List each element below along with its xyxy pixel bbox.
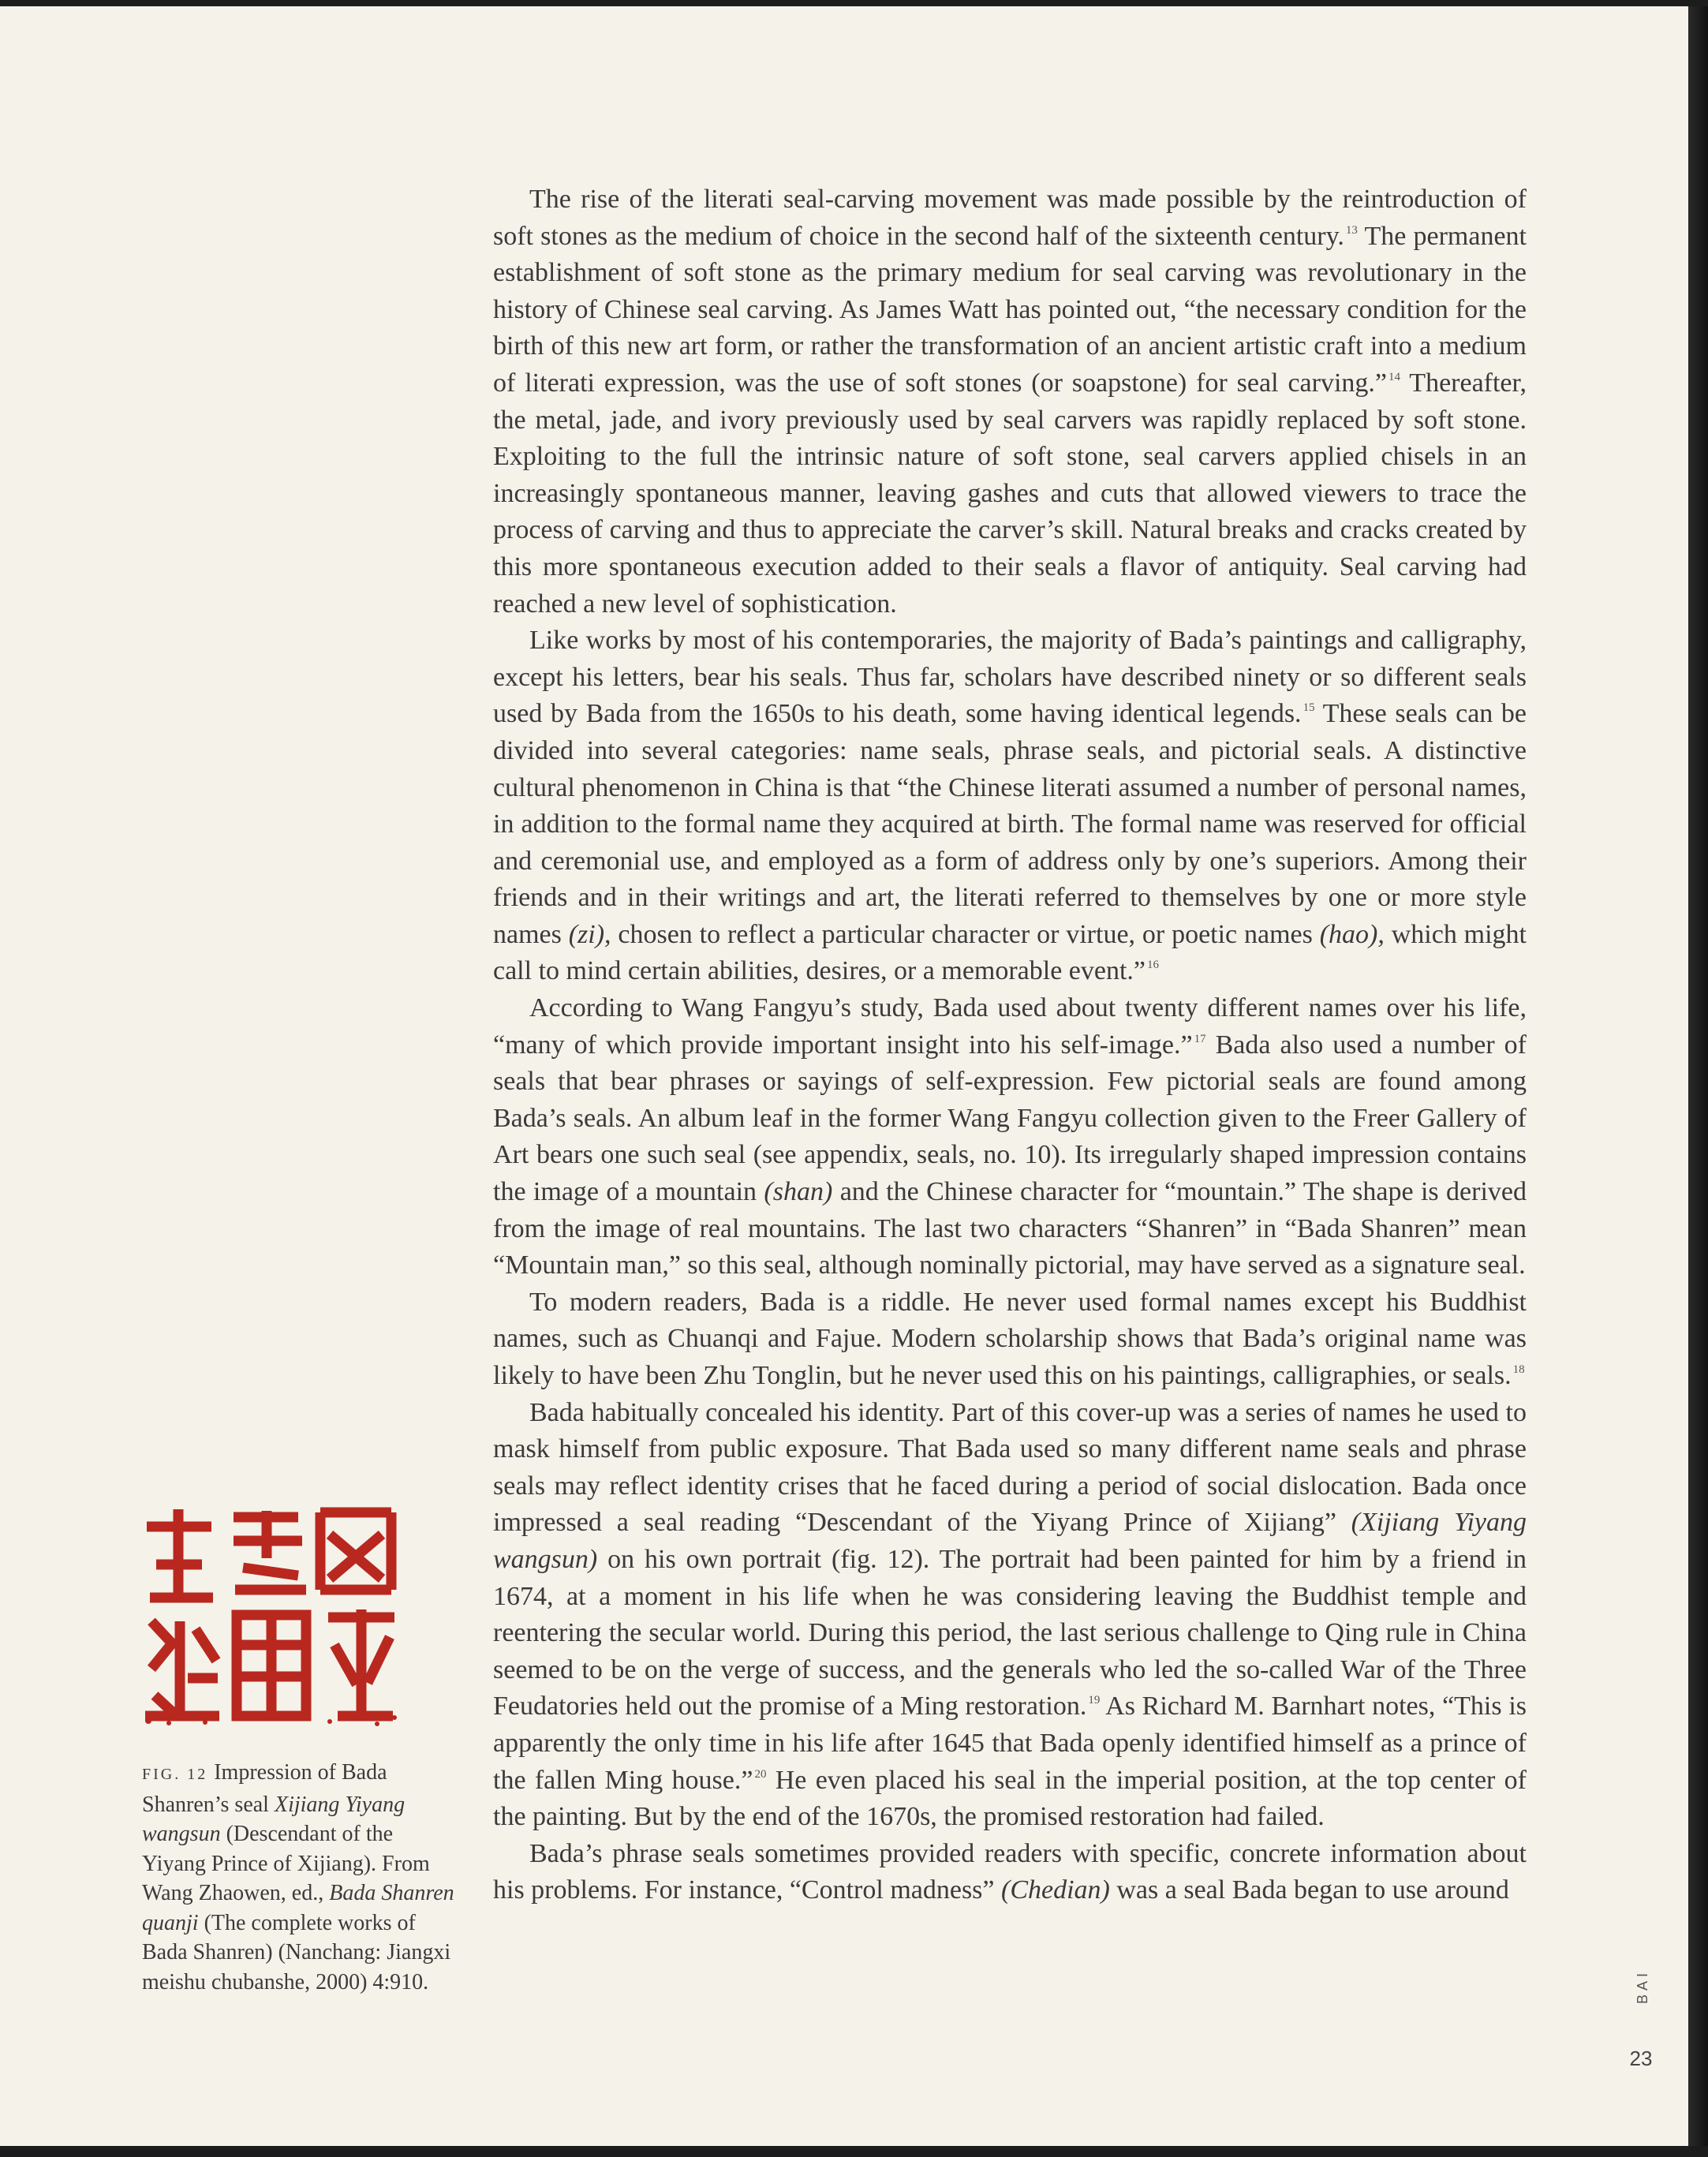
footnote-ref: 15 [1302,701,1315,715]
footnote-ref: 13 [1345,223,1358,237]
paragraph: The rise of the literati seal-carving movement was made possible by the reintroduction of soft stones as the medium of choice in the second half of the sixteenth century. $^{13}$ The permanent establishment of soft stone as the primary medium for seal carving was revolutionary in the history of Chinese seal carving. As James Watt has pointed out, “the necessary condition for the birth of this new art form, or rather the transformation of an ancient artistic craft into a medium of literati expression, was the use of soft stones (or soapstone) for seal carving.” $^{14}$ Thereafter, the metal, jade, and ivory previously used by seal carvers was rapidly replaced by soft stone. Exploiting to the full the intrinsic nature of soft stone, seal carvers applied chisels in an increasingly spontaneous manner, leaving gashes and cuts that allowed viewers to trace the process of carving and thus to appreciate the carver’s skill. Natural breaks and cracks created by this more spontaneous execution added to their seals a flavor of antiquity. Seal carving had reached a new level of sophistication. [493,185,1527,619]
footnote-ref: 20 [754,1767,767,1781]
main-text-column [493,181,1527,1909]
figure-label: FIG. 12 [142,1766,208,1783]
page-number: 23 [1629,2047,1653,2070]
paragraph: Bada habitually concealed his identity. Part of this cover-up was a series of names he used to mask himself from public exposure. That Bada used so many different name seals and phrase seals may reflect identity crises that he faced during a period of social dislocation. Bada once impressed a seal reading “Descendant of the Yiyang Prince of Xijiang” (Xijiang Yiyang wangsun) on his own portrait (fig. 12). The portrait had been painted for him by a friend in 1674, at a moment in his life when he was considering leaving the Buddhist temple and reentering the secular world. During this period, the last serious challenge to Qing rule in China seemed to be on the verge of success, and the generals who led the so-called War of the Three Feudatories held out the promise of a Ming restoration. $^{19}$ As Richard M. Barnhart notes, “This is apparently the only time in his life after 1645 that Bada openly identified himself as a prince of the fallen Ming house.” $^{20}$ He even placed his seal in the imperial position, at the top center of the painting. But by the end of the 1670s, the promised restoration had failed. [493,1397,1527,1832]
running-head: BAI [1635,1969,1650,2005]
paragraph: Bada’s phrase seals sometimes provided readers with specific, concrete information about his problems. For instance, “Control madness” (Chedian) was a seal Bada began to use around [493,1838,1527,1905]
paragraph: To modern readers, Bada is a riddle. He never used formal names except his Buddhist names, such as Chuanqi and Fajue. Modern scholarship shows that Bada’s original name was likely to have been Zhu Tonglin, but he never used this on his paintings, calligraphies, or seals. $^{18}$ [493,1287,1527,1390]
figure-caption: FIG. 12 Impression of Bada Shanren’s seal Xijiang Yiyang wangsun (Descendant of the Yiyang Prince of Xijiang). From Wang Zhaowen, ed., Bada Shanren quanji (The complete works of Bada Shanren) (Nanchang: Jiangxi meishu chubanshe, 2000) 4:910. [142,1760,454,1994]
footnote-ref: 19 [1088,1694,1101,1707]
footnote-ref: 14 [1388,370,1400,383]
footnote-ref: 16 [1147,959,1160,972]
paragraph: Like works by most of his contemporaries, the majority of Bada’s paintings and calligraphy, except his letters, bear his seals. Thus far, scholars have described ninety or so different seals used by Bada from the 1650s to his death, some having identical legends. $^{15}$ These seals can be divided into several categories: name seals, phrase seals, and pictorial seals. A distinctive cultural phenomenon in China is that “the Chinese literati assumed a number of personal names, in addition to the formal name they acquired at birth. The formal name was reserved for official and ceremonial use, and employed as a form of address only by one’s superiors. Among their friends and in their writings and art, the literati referred to themselves by one or more style names (zi), chosen to reflect a particular character or virtue, or poetic names (hao), which might call to mind certain abilities, desires, or a memorable event.” $^{16}$ [493,626,1527,986]
footnote-ref: 17 [1194,1032,1206,1045]
seal-impression-image [140,1503,401,1728]
footnote-ref: 18 [1512,1363,1525,1376]
paragraph: According to Wang Fangyu’s study, Bada used about twenty different names over his life, “many of which provide important insight into his self-image.” $^{17}$ Bada also used a number of seals that bear phrases or sayings of self-expression. Few pictorial seals are found among Bada’s seals. An album leaf in the former Wang Fangyu collection given to the Freer Gallery of Art bears one such seal (see appendix, seals, no. 10). Its irregularly shaped impression contains the image of a mountain (shan) and the Chinese character for “mountain.” The shape is derived from the image of real mountains. The last two characters “Shanren” in “Bada Shanren” mean “Mountain man,” so this seal, although nominally pictorial, may have served as a signature seal. [493,993,1527,1280]
page-edge [1688,6,1708,2146]
